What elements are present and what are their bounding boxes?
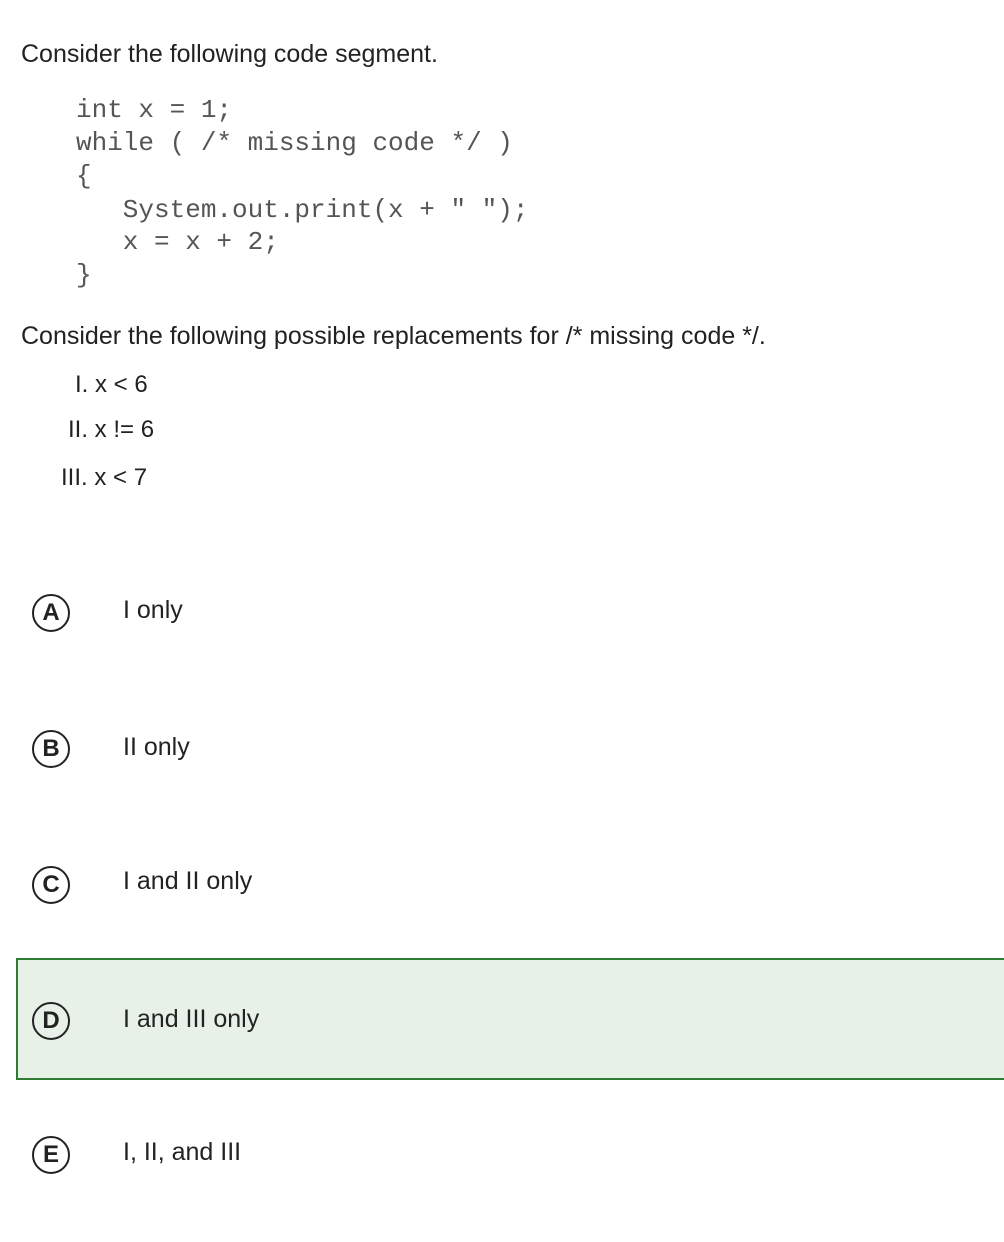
choice-letter-badge: D xyxy=(32,1002,70,1040)
replacements-prompt: Consider the following possible replacements for /* missing code */. xyxy=(21,322,766,350)
code-line: System.out.print(x + " "); xyxy=(76,195,529,225)
choice-text: I and II only xyxy=(123,867,253,895)
code-line: int x = 1; xyxy=(76,95,233,125)
answer-choice-d[interactable] xyxy=(16,958,1004,1080)
code-line: } xyxy=(76,260,92,290)
choice-letter-badge: A xyxy=(32,594,70,632)
choice-letter-badge: C xyxy=(32,866,70,904)
answer-choice-b[interactable] xyxy=(16,686,1004,808)
replacement-option-ii: II. x != 6 xyxy=(68,416,155,443)
replacement-option-iii: III. x < 7 xyxy=(61,464,148,491)
answer-choice-a[interactable] xyxy=(16,549,1004,671)
answer-choice-e[interactable] xyxy=(16,1091,1004,1213)
question-prompt: Consider the following code segment. xyxy=(21,40,438,68)
answer-choice-c[interactable] xyxy=(16,820,1004,942)
choice-letter-badge: E xyxy=(32,1136,70,1174)
code-line: { xyxy=(76,161,92,191)
choice-letter-badge: B xyxy=(32,730,70,768)
code-line: x = x + 2; xyxy=(76,227,279,257)
replacement-option-i: I. x < 6 xyxy=(75,371,148,398)
choice-text: II only xyxy=(123,733,190,761)
code-line: while ( /* missing code */ ) xyxy=(76,128,513,158)
choice-text: I only xyxy=(123,596,183,624)
choice-text: I and III only xyxy=(123,1005,260,1033)
choice-text: I, II, and III xyxy=(123,1138,242,1166)
